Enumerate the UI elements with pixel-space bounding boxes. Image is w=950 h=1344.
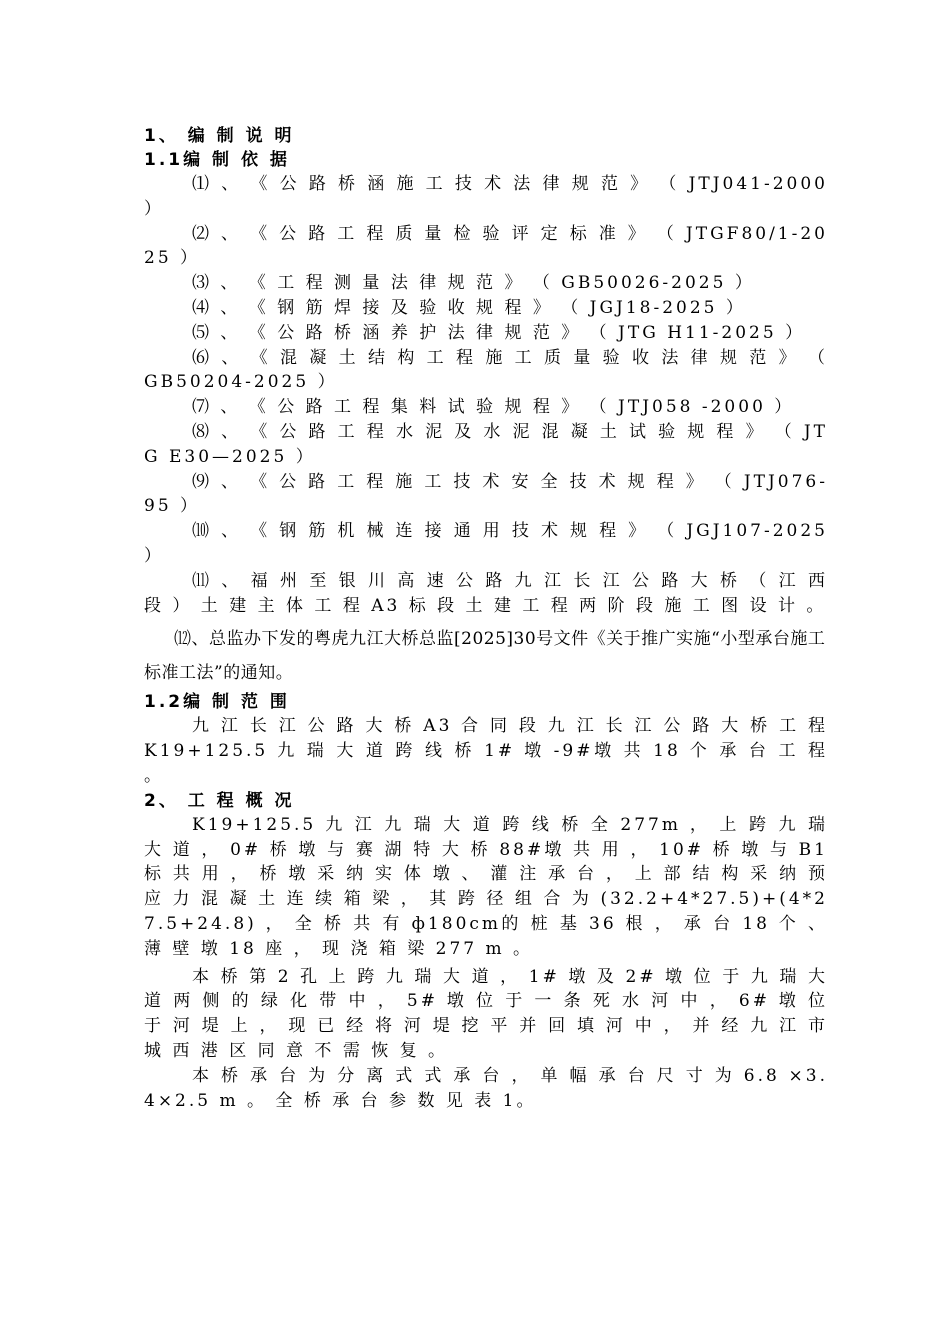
reference-item-4: ⑷ 、 《 钢 筋 焊 接 及 验 收 规 程 》 （ JGJ18-2025 ） (192, 297, 746, 318)
section-1-heading: 1、 编 制 说 明 (144, 126, 295, 146)
reference-item-5: ⑸ 、 《 公 路 桥 涵 养 护 法 律 规 范 》 （ JTG H11-2025 ） (192, 322, 806, 343)
section-2-heading: 2、 工 程 概 况 (144, 790, 295, 811)
overview-paragraph-3: 本 桥 承 台 为 分 离 式 式 承 台 ， 单 幅 承 台 尺 寸 为 6.8 ×3.4×2.5 m 。 全 桥 承 台 参 数 见 表 1。 (144, 1065, 828, 1111)
reference-item-11: ⑾ 、 福 州 至 银 川 高 速 公 路 九 江 长 江 公 路 大 桥 （ 江 西 段 ） 土 建 主 体 工 程 A3 标 段 土 建 工 程 两 阶 段 施 工 图 设 计 。 (144, 570, 828, 616)
overview-paragraph-2: 本 桥 第 2 孔 上 跨 九 瑞 大 道 ， 1# 墩 及 2# 墩 位 于 九 瑞 大 道 两 侧 的 绿 化 带 中 ， 5# 墩 位 于 一 条 死 水 河 中 ， 6# 墩 位 于 河 堤 上 ， 现 已 经 将 河 堤 挖 平 并 回 填 河 中 ， 并 经 九 江 市 城 西 港 区 同 意 不 需 恢 复 。 (144, 966, 828, 1061)
section-1-1-heading: 1.1编 制 依 据 (144, 150, 290, 170)
overview-paragraph-1: K19+125.5 九 江 九 瑞 大 道 跨 线 桥 全 277m ， 上 跨 九 瑞 大 道 ， 0# 桥 墩 与 赛 湖 特 大 桥 88#墩 共 用 ， 10# 桥 墩 与 B1 标 共 用 ， 桥 墩 采 纳 实 体 墩 、 灌 注 承 台 ， 上 部 结 构 采 纳 预 应 力 混 凝 土 连 续 箱 梁 ， 其 跨 径 组 合 为 (32.2+4*27.5)+(4*27.5+24.8) ， 全 桥 共 有 ф180cm的 桩 基 36 根 ， 承 台 18 个 、 薄 壁 墩 18 座 ， 现 浇 箱 梁 277 m 。 (144, 814, 828, 959)
reference-item-1: ⑴ 、 《 公 路 桥 涵 施 工 技 术 法 律 规 范 》 （ JTJ041-2000 ） (144, 174, 828, 219)
reference-item-2: ⑵ 、 《 公 路 工 程 质 量 检 验 评 定 标 准 》 （ JTGF80/1-2025 ） (144, 223, 828, 269)
reference-item-3: ⑶ 、 《 工 程 测 量 法 律 规 范 》 （ GB50026-2025 ） (192, 273, 755, 294)
reference-item-10: ⑽ 、 《 钢 筋 机 械 连 接 通 用 技 术 规 程 》 （ JGJ107-2025 ） (144, 521, 828, 566)
reference-item-9: ⑼ 、 《 公 路 工 程 施 工 技 术 安 全 技 术 规 程 》 （ JTJ076-95 ） (144, 471, 828, 517)
reference-item-8: ⑻ 、 《 公 路 工 程 水 泥 及 水 泥 混 凝 土 试 验 规 程 》 （ JTG E30—2025 ） (144, 421, 828, 467)
section-1-2-heading: 1.2编 制 范 围 (144, 692, 290, 713)
reference-item-7: ⑺ 、 《 公 路 工 程 集 料 试 验 规 程 》 （ JTJ058 -2000 ） (192, 397, 795, 418)
reference-item-12: ⑿、总监办下发的粤虎九江大桥总监[2025]30号文件《关于推广实施“小型承台施工标准工法”的通知。 (144, 629, 826, 684)
document-body (144, 124, 828, 1113)
reference-item-6: ⑹ 、 《 混 凝 土 结 构 工 程 施 工 质 量 验 收 法 律 规 范 》 （ GB50204-2025 ） (144, 347, 828, 393)
scope-paragraph: 九 江 长 江 公 路 大 桥 A3 合 同 段 九 江 长 江 公 路 大 桥 工 程 K19+125.5 九 瑞 大 道 跨 线 桥 1# 墩 -9#墩 共 18 个 承 台 工 程 。 (144, 716, 828, 786)
